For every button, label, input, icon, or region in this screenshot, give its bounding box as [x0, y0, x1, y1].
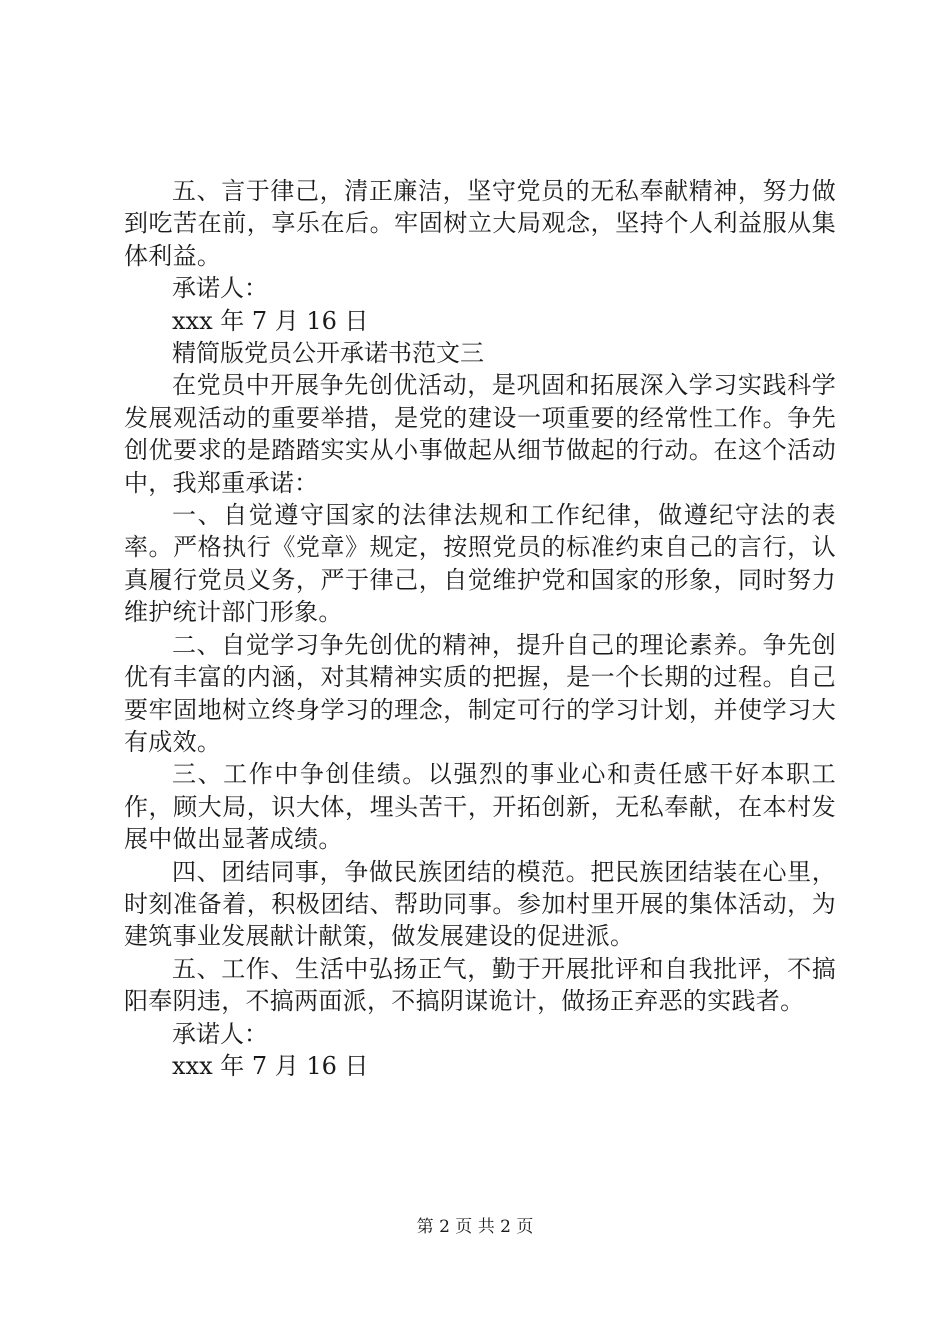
- signer-label-second: 承诺人：: [172, 1019, 268, 1048]
- pledge-item-four: 四、团结同事，争做民族团结的模范。把民族团结装在心里，时刻准备着，积极团结、帮助同事。参加村里开展的集体活动，为建筑事业发展献计献策，做发展建设的促进派。: [124, 857, 836, 951]
- intro-paragraph: 在党员中开展争先创优活动，是巩固和拓展深入学习实践科学发展观活动的重要举措，是党的建设一项重要的经常性工作。争先创优要求的是踏踏实实从小事做起从细节做起的行动。在这个活动中，我郑重承诺：: [124, 371, 836, 497]
- section-title: 精简版党员公开承诺书范文三: [172, 339, 484, 368]
- signature-date-second: xxx 年 7 月 16 日: [172, 1051, 369, 1080]
- signer-label: 承诺人：: [172, 274, 268, 303]
- pledge-item-two: 二、自觉学习争先创优的精神，提升自己的理论素养。争先创优有丰富的内涵，对其精神实质的把握，是一个长期的过程。自己要牢固地树立终身学习的理念，制定可行的学习计划，并使学习大有成效。: [124, 630, 836, 756]
- document-body: [124, 175, 836, 1082]
- pledge-item-three: 三、工作中争创佳绩。以强烈的事业心和责任感干好本职工作，顾大局，识大体，埋头苦干，开拓创新，无私奉献，在本村发展中做出显著成绩。: [124, 760, 836, 854]
- pledge-item-five: 五、言于律己，清正廉洁，坚守党员的无私奉献精神，努力做到吃苦在前，享乐在后。牢固树立大局观念，坚持个人利益服从集体利益。: [124, 177, 836, 270]
- pledge-item-five-second: 五、工作、生活中弘扬正气，勤于开展批评和自我批评，不搞阳奉阴违，不搞两面派，不搞阴谋诡计，做扬正弃恶的实践者。: [124, 954, 836, 1016]
- page-number-footer: 第 2 页 共 2 页: [416, 1217, 534, 1237]
- signature-date: xxx 年 7 月 16 日: [172, 306, 369, 335]
- pledge-item-one: 一、自觉遵守国家的法律法规和工作纪律，做遵纪守法的表率。严格执行《党章》规定，按照党员的标准约束自己的言行，认真履行党员义务，严于律己，自觉维护党和国家的形象，同时努力维护统计部门形象。: [124, 501, 836, 627]
